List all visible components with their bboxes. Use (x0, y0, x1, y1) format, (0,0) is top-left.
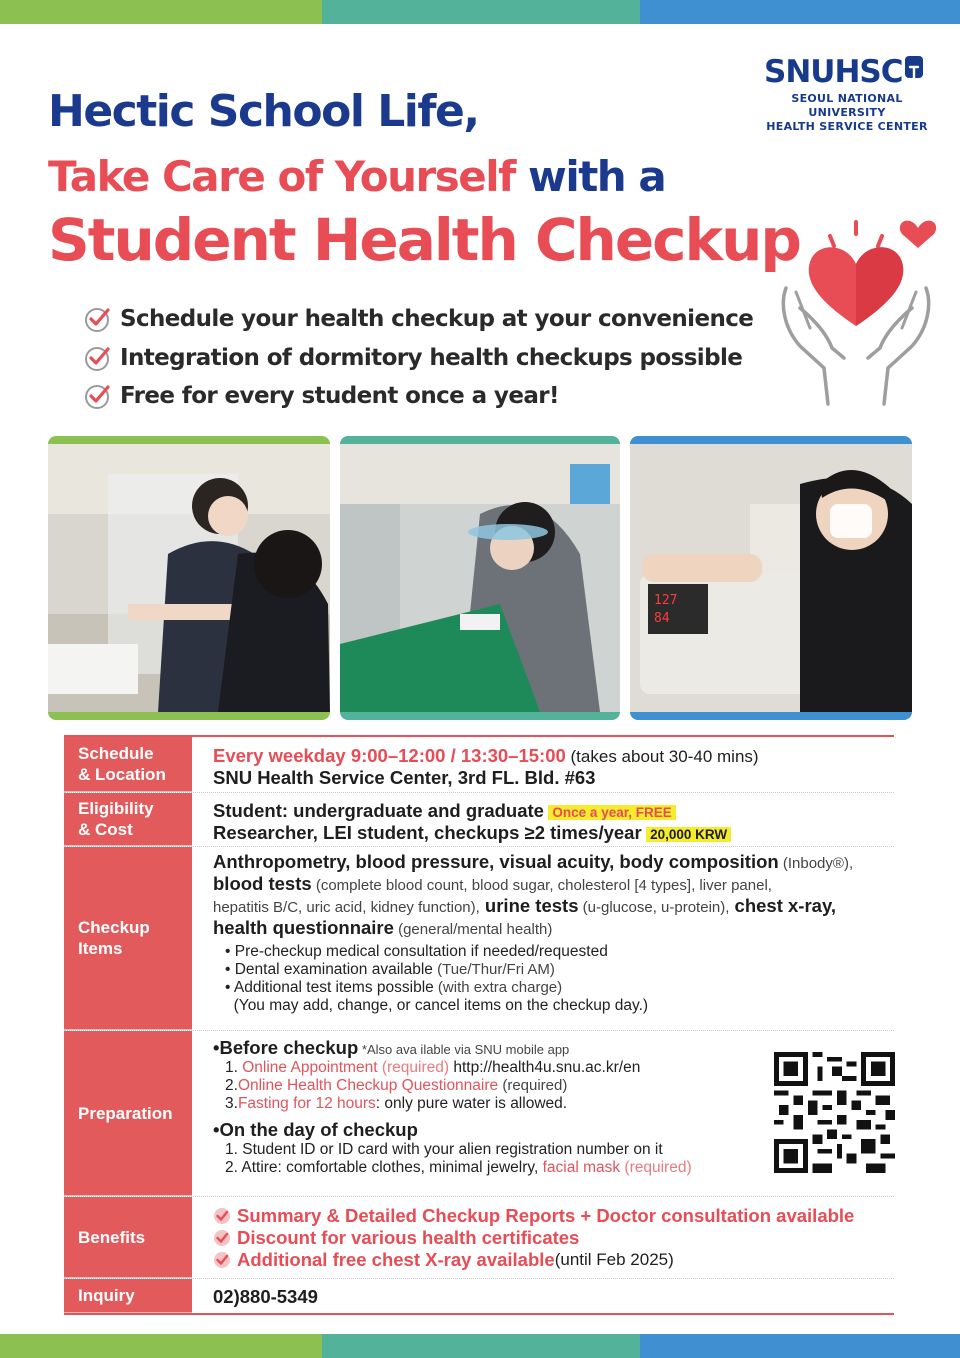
checkup-questionnaire: health questionnaire (213, 917, 394, 938)
eligibility-student-cost-badge: Once a year, FREE (548, 805, 675, 820)
snuhsc-logo (764, 54, 930, 134)
bottom-color-band (0, 1334, 960, 1358)
logo-emblem-icon (905, 56, 923, 78)
benefit-item: Discount for various health certificates (213, 1227, 894, 1249)
headline-line-3: Student Health Checkup (48, 206, 800, 274)
label-checkup-items: Checkup Items (64, 847, 192, 1030)
benefit-item: Summary & Detailed Checkup Reports + Doctor consultation available (213, 1205, 894, 1227)
row-benefits (64, 1197, 894, 1279)
checkup-bullet: • Dental examination available (Tue/Thur/Fri AM) (225, 961, 555, 978)
checkmark-circle-icon (213, 1251, 231, 1269)
prep-day-item: 1. Student ID or ID card with your alien registration number on it (225, 1141, 663, 1158)
logo-subtitle (764, 92, 930, 134)
qr-code-icon[interactable] (774, 1052, 895, 1173)
health4u-url[interactable]: http://health4u.snu.ac.kr/en (449, 1059, 641, 1076)
info-table (64, 737, 894, 1315)
feature-item (84, 300, 753, 339)
label-schedule: Schedule & Location (64, 737, 192, 792)
row-inquiry (64, 1279, 894, 1315)
checkmark-circle-icon (84, 344, 112, 372)
logo-line-2: HEALTH SERVICE CENTER (766, 120, 928, 133)
logo-snu: SNU (764, 54, 835, 90)
benefit-note: (until Feb 2025) (554, 1250, 674, 1269)
checkup-bullet-note: (You may add, change, or cancel items on the checkup day.) (225, 997, 649, 1014)
feature-text: Free for every student once a year! (120, 383, 559, 410)
checkup-chest-xray: chest x-ray, (729, 895, 837, 916)
svg-text:127: 127 (654, 593, 678, 608)
photo-dental-exam (340, 436, 620, 720)
schedule-time: Every weekday 9:00–12:00 / 13:30–15:00 (213, 745, 566, 766)
eligibility-researcher: Researcher, LEI student, checkups ≥2 times/year (213, 822, 642, 843)
eligibility-researcher-cost-badge: 20,000 KRW (646, 827, 731, 842)
prep-before-heading: •Before checkup (213, 1037, 359, 1058)
fasting-note: Fasting for 12 hours (237, 1095, 376, 1112)
prep-day-heading: •On the day of checkup (213, 1119, 418, 1140)
checkup-line-1: Anthropometry, blood pressure, visual acuity, body composition (213, 851, 779, 872)
label-benefits: Benefits (64, 1197, 192, 1278)
row-checkup-items: Checkup Items Anthropometry, blood pressure, visual acuity, body composition (Inbody®), blood tests (complete blood count, blood sugar, cholesterol [4 types], liver panel, hepatitis B/C, uric acid, kidney function), urine tests (u-glucose, u-protein), chest x-ray, health questionnaire (general/mental health) • Pre-checkup medical consultation if needed/requested • Dental examination available (Tue/Thur/Fri AM) • Additional test items possible (with extra charge) (You may add, change, or cancel items on the checkup day.) (64, 847, 894, 1031)
row-preparation: Preparation •Before checkup *Also ava ilable via SNU mobile app 1. Online Appointment (required) http://health4u.snu.ac.kr/en 2.Online Health Checkup Questionnaire (required) 3.Fasting for 12 hours: only pure water is allowed. •On the day of checkup 1. Student ID or ID card with your alien registration number on it 2. Attire: comfortable clothes, minimal jewelry, facial mask (required) (64, 1031, 894, 1197)
feature-list (84, 300, 753, 416)
headline-line-2 (48, 152, 665, 201)
online-appointment-link[interactable]: Online Appointment (242, 1059, 378, 1076)
label-eligibility: Eligibility & Cost (64, 793, 192, 846)
row-eligibility (64, 793, 894, 847)
checkmark-circle-icon (213, 1229, 231, 1247)
label-inquiry: Inquiry (64, 1279, 192, 1313)
prep-day-item: 2. Attire: comfortable clothes, minimal jewelry, facial mask (required) (225, 1159, 692, 1176)
photo-blood-draw (48, 436, 330, 720)
label-preparation: Preparation (64, 1031, 192, 1196)
svg-text:84: 84 (654, 611, 670, 626)
checkup-urine-tests: urine tests (479, 895, 579, 916)
checkup-bullet: • Additional test items possible (with extra charge) (225, 979, 563, 996)
questionnaire-link[interactable]: Online Health Checkup Questionnaire (237, 1077, 499, 1094)
feature-item (84, 339, 753, 378)
headline-line-1: Hectic School Life, (48, 86, 479, 137)
headline-line-2-red: Take Care of Yourself (48, 152, 515, 201)
top-color-band (0, 0, 960, 24)
checkup-blood-tests: blood tests (213, 873, 312, 894)
checkup-bullet: • Pre-checkup medical consultation if needed/requested (225, 943, 608, 960)
feature-item (84, 377, 753, 416)
row-schedule (64, 737, 894, 793)
headline-line-2-blue: with a (514, 152, 666, 201)
checkmark-circle-icon (84, 382, 112, 410)
schedule-location: SNU Health Service Center, 3rd FL. Bld. #63 (213, 767, 596, 788)
checkmark-circle-icon (84, 305, 112, 333)
eligibility-student: Student: undergraduate and graduate (213, 800, 544, 821)
feature-text: Integration of dormitory health checkups possible (120, 344, 743, 371)
heart-hands-illustration (770, 208, 940, 418)
logo-hsc: HSC (834, 54, 903, 90)
schedule-duration: (takes about 30-40 mins) (565, 747, 759, 766)
benefit-item: Additional free chest X-ray available (until Feb 2025) (213, 1249, 894, 1271)
inquiry-phone[interactable]: 02)880-5349 (213, 1286, 318, 1307)
logo-line-1: SEOUL NATIONAL UNIVERSITY (791, 92, 903, 119)
photo-blood-pressure (630, 436, 912, 720)
feature-text: Schedule your health checkup at your convenience (120, 306, 754, 333)
checkmark-circle-icon (213, 1207, 231, 1225)
